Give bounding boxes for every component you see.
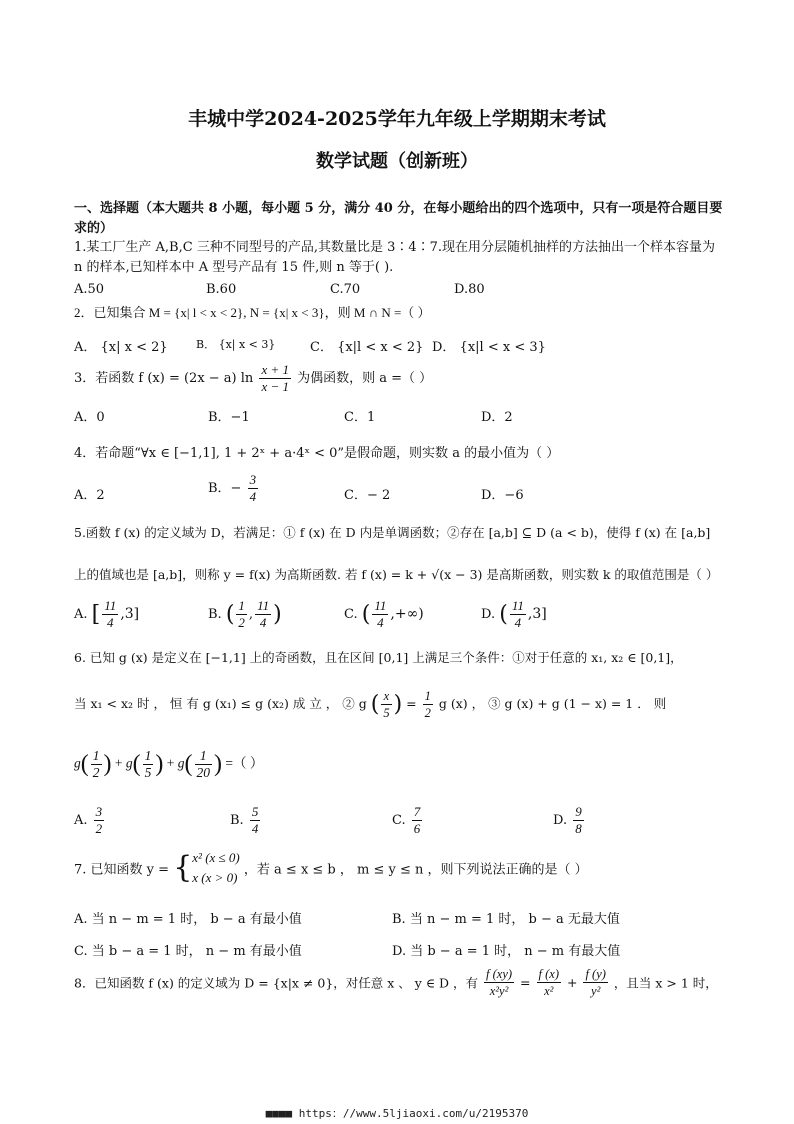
q6-line2-part-c: g (x) ， ③ g (x) + g (1 − x) = 1 ． 则 bbox=[438, 696, 667, 711]
q4-optb-num: 3 bbox=[249, 472, 257, 487]
q5b-num1: 1 bbox=[238, 598, 245, 613]
q6-line2-part-a: 当 x₁ < x₂ 时 ， 恒 有 g (x₁) ≤ g (x₂) 成 立 ， ② g bbox=[74, 696, 367, 711]
q3-frac-den: x − 1 bbox=[261, 379, 289, 394]
q8-stem-b: ，且当 x > 1 时， bbox=[613, 975, 718, 991]
footer-url: ■■■■ https：//www.5ljiaoxi.com/u/2195370 bbox=[265, 1107, 529, 1120]
q8-frac3-num: f (y) bbox=[585, 967, 606, 981]
q5-option-b bbox=[208, 598, 282, 631]
question-2-stem: 2．已知集合 M = {x| l < x < 2}, N = {x| x < 3}，则 M ∩ N =（ ） bbox=[74, 305, 431, 320]
q5d-den: 4 bbox=[514, 615, 522, 630]
q5b-fraction-1 bbox=[236, 598, 247, 631]
q5a-num: 11 bbox=[104, 598, 117, 613]
q5-option-d bbox=[481, 598, 547, 631]
question-4-stem: 4．若命题“∀x ∈ [−1,1], 1 + 2ˣ + a·4ˣ < 0”是假命题，则实数 a 的最小值为（ ） bbox=[74, 446, 560, 461]
q8-frac3-den: y² bbox=[591, 984, 601, 998]
q5b-label: B. bbox=[208, 607, 222, 622]
q7-option-b: B. 当 n − m = 1 时， b − a 无最大值 bbox=[392, 912, 620, 927]
q5a-tail: ,3] bbox=[120, 606, 140, 622]
q1-option-d: D.80 bbox=[454, 282, 485, 297]
q6d-den: 8 bbox=[575, 821, 582, 836]
q3-option-c: C．1 bbox=[344, 410, 376, 425]
q6-option-b bbox=[230, 804, 262, 837]
question-8-stem: 8．已知函数 f (x) 的定义域为 D = {x|x ≠ 0}，对任意 x 、 y ∈ D ，有 $\frac{f (xy)}{\text{x²y²}}$ = $\frac{f (x)}{\text{x²}}$ + $\frac{f (y)}{\text{y²}}$ ，且当 x > 1 时， bbox=[74, 967, 718, 998]
q5b-num2: 11 bbox=[257, 598, 270, 613]
q4-optb-den: 4 bbox=[249, 489, 257, 504]
question-5-line-1: 5.函数 f (x) 的定义域为 D，若满足：① f (x) 在 D 内是单调函数；②存在 [a,b] ⊆ D (a < b)，使得 f (x) 在 [a,b] bbox=[74, 525, 711, 540]
exam-subtitle: 数学试题（创新班） bbox=[316, 151, 478, 172]
q5b-paren-close: ) bbox=[273, 602, 282, 627]
q5a-fraction bbox=[102, 598, 118, 631]
q7-case-1: x² (x ≤ 0) bbox=[192, 850, 240, 865]
q5-option-c bbox=[344, 598, 424, 631]
q6c-label: C. bbox=[392, 813, 406, 828]
q1-option-a: A.50 bbox=[74, 282, 105, 297]
q5-option-a bbox=[74, 598, 139, 631]
q6d-num: 9 bbox=[575, 804, 582, 819]
q4-option-b-label: B．− bbox=[208, 481, 242, 496]
q7-option-d: D. 当 b − a = 1 时， n − m 有最大值 bbox=[392, 944, 621, 959]
question-7-stem: 7. 已知函数 y = { x² (x ≤ 0) x (x > 0) ，若 a ≤ x ≤ b ， m ≤ y ≤ n ，则下列说法正确的是（ ） bbox=[74, 848, 588, 888]
q1-option-b: B.60 bbox=[206, 282, 237, 297]
q8-frac2-den: x² bbox=[544, 984, 554, 998]
question-6-line-3: g( $\frac{1}{2}$ ) + g( $\frac{1}{5}$ ) + g( $\frac{1}{20}$ ) =（ ） bbox=[74, 748, 264, 780]
q8-frac1-num: f (xy) bbox=[486, 967, 513, 981]
q5d-num: 11 bbox=[511, 598, 524, 613]
q8-stem-a: 8．已知函数 f (x) 的定义域为 D = {x|x ≠ 0}，对任意 x 、 y ∈ D ，有 bbox=[74, 975, 479, 991]
q6-line3-tail: =（ ） bbox=[225, 755, 264, 771]
q5b-fraction-2 bbox=[255, 598, 271, 631]
question-3-stem bbox=[74, 362, 432, 395]
q1-option-c: C.70 bbox=[330, 282, 361, 297]
q4-option-b bbox=[208, 472, 260, 505]
q3-option-d: D．2 bbox=[481, 410, 513, 425]
q6c-num: 7 bbox=[413, 804, 421, 819]
q5a-label: A. bbox=[74, 607, 88, 622]
q5d-paren: ( bbox=[499, 602, 508, 627]
q4-option-b-fraction bbox=[248, 472, 259, 505]
q3-stem-after: 为偶函数，则 a =（ ） bbox=[297, 371, 433, 386]
q5d-fraction bbox=[510, 598, 526, 631]
q6b-num: 5 bbox=[251, 804, 259, 819]
q5c-den: 4 bbox=[377, 615, 384, 630]
section-heading: 一、选择题（本大题共 8 小题，每小题 5 分，满分 40 分，在每小题给出的四个选项中，只有一项是符合题目要求的） bbox=[74, 201, 723, 236]
q5d-tail: ,3] bbox=[527, 606, 547, 622]
q5c-num: 11 bbox=[374, 598, 387, 613]
exam-title: 丰城中学2024-2025学年九年级上学期期末考试 bbox=[188, 108, 606, 130]
q2-option-b: B． {x| x < 3} bbox=[196, 338, 276, 351]
q7-stem-a: 7. 已知函数 y = bbox=[74, 862, 170, 878]
q2-option-d: D． {x|l < x < 3} bbox=[432, 340, 546, 355]
q3-option-a: A．0 bbox=[74, 410, 105, 425]
question-6-line-1: 6. 已知 g (x) 是定义在 [−1,1] 上的奇函数，且在区间 [0,1] 上满足三个条件：①对于任意的 x₁, x₂ ∈ [0,1]， bbox=[74, 650, 683, 665]
question-6-line-2: 当 x₁ < x₂ 时 ， 恒 有 g (x₁) ≤ g (x₂) 成 立 ， ② g ( $\frac{x}{5}$ ) = $\frac{1}{2}$ g (x) ， ③ g (x) + g (1 − x) = 1 ． 则 bbox=[74, 689, 667, 720]
q7-case-2: x (x > 0) bbox=[192, 870, 238, 885]
q6a-label: A. bbox=[74, 813, 88, 828]
q6-option-c bbox=[392, 804, 424, 837]
q6-line2-part-b: = bbox=[406, 696, 421, 711]
q3-frac-num: x + 1 bbox=[261, 362, 289, 377]
q6c-den: 6 bbox=[413, 821, 421, 836]
q5c-paren: ( bbox=[361, 602, 371, 627]
question-5-line-2: 上的值域也是 [a,b]，则称 y = f(x) 为高斯函数. 若 f (x) = k + √(x − 3) 是高斯函数，则实数 k 的取值范围是（ ） bbox=[74, 567, 719, 582]
q5b-den1: 2 bbox=[238, 615, 245, 630]
q5b-den2: 4 bbox=[259, 615, 267, 630]
q6b-den: 4 bbox=[251, 821, 259, 836]
q6a-den: 2 bbox=[95, 821, 103, 836]
q3-option-b: B．−1 bbox=[208, 410, 250, 425]
q6-option-a bbox=[74, 804, 106, 837]
q5b-comma: , bbox=[248, 607, 254, 622]
q4-option-c: C．− 2 bbox=[344, 488, 391, 503]
q5c-label: C. bbox=[344, 607, 358, 622]
q7-stem-b: ，若 a ≤ x ≤ b ， m ≤ y ≤ n ，则下列说法正确的是（ ） bbox=[243, 862, 588, 878]
q8-frac1-den: x²y² bbox=[489, 984, 509, 998]
q3-stem-before: 3．若函数 f (x) = (2x − a) ln bbox=[74, 371, 254, 386]
q5a-bracket: [ bbox=[91, 602, 101, 627]
q2-option-c: C． {x|l < x < 2} bbox=[310, 340, 424, 355]
q6d-label: D. bbox=[553, 813, 568, 828]
q6b-label: B. bbox=[230, 813, 244, 828]
q6-option-d bbox=[553, 804, 586, 837]
q3-fraction bbox=[259, 362, 291, 395]
q5c-fraction bbox=[372, 598, 388, 631]
q5b-paren: ( bbox=[225, 602, 235, 627]
q8-frac2-num: f (x) bbox=[538, 967, 559, 981]
q5c-tail: ,+∞) bbox=[390, 606, 424, 622]
q5a-den: 4 bbox=[107, 615, 114, 630]
question-1-stem: 1.某工厂生产 A,B,C 三种不同型号的产品,其数量比是 3∶4∶7.现在用分层随机抽样的方法抽出一个样本容量为 n 的样本,已知样本中 A 型号产品有 15 件,则 n 等于( ). bbox=[74, 240, 716, 275]
q5d-label: D. bbox=[481, 607, 496, 622]
q2-option-a: A． {x| x < 2} bbox=[74, 340, 168, 355]
q7-option-c: C. 当 b − a = 1 时， n − m 有最小值 bbox=[74, 944, 302, 959]
q6a-num: 3 bbox=[95, 804, 103, 819]
q4-option-d: D．−6 bbox=[481, 488, 524, 503]
q7-option-a: A. 当 n − m = 1 时， b − a 有最小值 bbox=[74, 912, 302, 927]
q4-option-a: A．2 bbox=[74, 488, 105, 503]
